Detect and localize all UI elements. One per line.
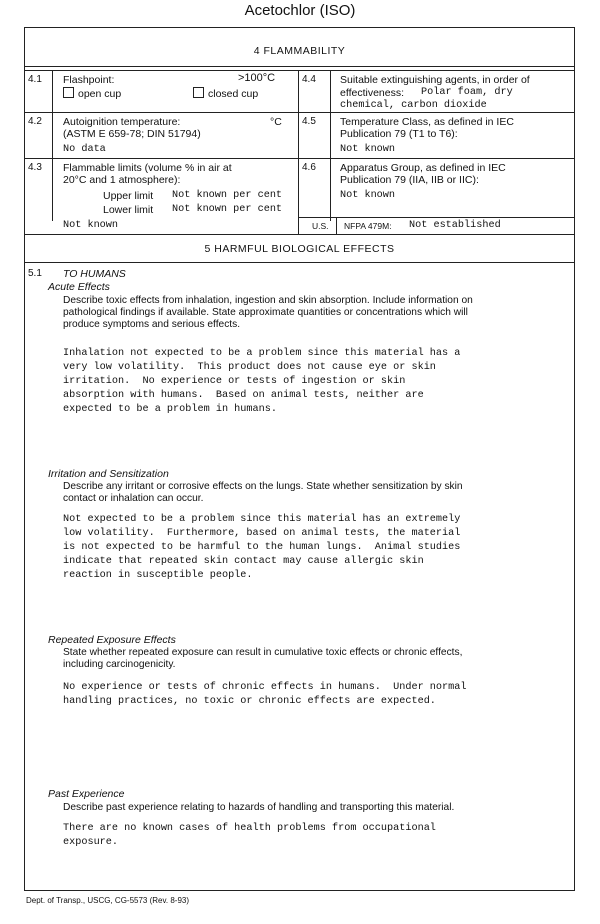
number-column-divider [52, 70, 53, 221]
to-humans-heading: TO HUMANS [63, 268, 126, 280]
flammable-limits-label: 20°C and 1 atmosphere): [63, 174, 181, 186]
past-experience-text [63, 822, 436, 850]
repeated-exposure-instructions [63, 647, 563, 671]
past-experience-instructions [63, 802, 563, 814]
column-divider [298, 70, 299, 234]
apparatus-group-label: Publication 79 (IIA, IIB or IIC): [340, 174, 479, 186]
text-line: indicate that repeated skin contact may cause allergic skin [63, 556, 424, 567]
flammable-limits-label: Flammable limits (volume % in air at [63, 162, 232, 174]
irritation-heading: Irritation and Sensitization [48, 468, 169, 480]
closed-cup-checkbox [193, 87, 204, 98]
closed-cup-label: closed cup [208, 88, 259, 100]
closed-cup-option [193, 87, 258, 100]
instruction-line: including carcinogenicity. [63, 659, 176, 670]
past-experience-heading: Past Experience [48, 788, 125, 800]
temperature-class-value: Not known [340, 144, 396, 155]
temperature-class-label: Temperature Class, as defined in IEC [340, 116, 514, 128]
text-line: reaction in susceptible people. [63, 570, 253, 581]
item-number: 4.1 [28, 74, 42, 85]
instruction-line: produce symptoms and serious effects. [63, 319, 241, 330]
text-line: Inhalation not expected to be a problem since this material has a [63, 348, 461, 359]
text-line: low volatility. Furthermore, based on animal tests, the material [63, 528, 461, 539]
lower-limit-label: Lower limit [103, 204, 154, 216]
autoignition-unit: °C [270, 116, 282, 128]
extinguishing-label: effectiveness: [340, 87, 405, 99]
instruction-line: Describe past experience relating to hazards of handling and transporting this material. [63, 802, 455, 813]
item-number: 4.6 [302, 162, 316, 173]
autoignition-label: Autoignition temperature: [63, 116, 181, 128]
divider [24, 66, 575, 67]
text-line: expected to be a problem in humans. [63, 404, 277, 415]
acute-effects-text [63, 347, 460, 417]
text-line: exposure. [63, 837, 119, 848]
form-frame [24, 27, 575, 891]
divider [24, 112, 298, 113]
flashpoint-label: Flashpoint: [63, 74, 115, 86]
text-line: No experience or tests of chronic effects in humans. Under normal [63, 682, 467, 693]
open-cup-checkbox [63, 87, 74, 98]
divider [24, 158, 298, 159]
flashpoint-value: >100°C [238, 72, 276, 84]
text-line: Not expected to be a problem since this material has an extremely [63, 514, 461, 525]
extinguishing-label: Suitable extinguishing agents, in order of [340, 74, 530, 86]
divider [298, 158, 575, 159]
text-line: is not expected to be harmful to the human lungs. Animal studies [63, 542, 461, 553]
irritation-text [63, 513, 460, 583]
extinguishing-value: chemical, carbon dioxide [340, 100, 487, 111]
repeated-exposure-text [63, 681, 467, 709]
apparatus-group-value: Not known [340, 190, 396, 201]
apparatus-group-label: Apparatus Group, as defined in IEC [340, 162, 506, 174]
instruction-line: Describe toxic effects from inhalation, ingestion and skin absorption. Include information on [63, 295, 473, 306]
number-column-divider [330, 70, 331, 221]
extinguishing-value: Polar foam, dry [421, 87, 513, 98]
section-5-heading: 5 HARMFUL BIOLOGICAL EFFECTS [204, 243, 395, 255]
open-cup-label: open cup [78, 88, 122, 100]
instruction-line: State whether repeated exposure can result in cumulative toxic effects or chronic effects, [63, 647, 463, 658]
text-line: absorption with humans. Based on animal tests, neither are [63, 390, 424, 401]
nfpa-value: Not established [409, 220, 501, 231]
flammable-limits-note: Not known [63, 220, 119, 231]
divider [24, 262, 575, 263]
repeated-exposure-heading: Repeated Exposure Effects [48, 634, 176, 646]
form-footer: Dept. of Transp., USCG, CG-5573 (Rev. 8-93) [26, 896, 190, 905]
instruction-line: Describe any irritant or corrosive effects on the lungs. State whether sensitization by skin [63, 481, 463, 492]
text-line: very low volatility. This product does not cause eye or skin [63, 362, 436, 373]
upper-limit-value: Not known per cent [172, 190, 283, 201]
upper-limit-label: Upper limit [103, 190, 154, 202]
lower-limit-value: Not known per cent [172, 204, 283, 215]
section-4-heading: 4 FLAMMABILITY [253, 45, 346, 57]
nfpa-label: NFPA 479M: [344, 221, 392, 231]
acute-effects-heading: Acute Effects [48, 281, 110, 293]
text-line: handling practices, no toxic or chronic effects are expected. [63, 696, 436, 707]
item-number: 4.4 [302, 74, 316, 85]
divider [24, 234, 575, 235]
divider [24, 70, 575, 71]
acute-effects-instructions [63, 295, 563, 331]
item-number: 5.1 [28, 268, 42, 279]
irritation-instructions [63, 481, 563, 505]
item-number: 4.3 [28, 162, 42, 173]
instruction-line: pathological findings if available. State approximate quantities or concentrations which will [63, 307, 468, 318]
autoignition-value: No data [63, 144, 106, 155]
us-divider [336, 217, 337, 234]
item-number: 4.2 [28, 116, 42, 127]
open-cup-option [63, 87, 121, 100]
us-label: U.S. [312, 221, 329, 231]
text-line: There are no known cases of health problems from occupational [63, 823, 436, 834]
divider [298, 217, 575, 218]
autoignition-standard: (ASTM E 659-78; DIN 51794) [63, 128, 201, 140]
text-line: irritation. No experience or tests of ingestion or skin [63, 376, 406, 387]
item-number: 4.5 [302, 116, 316, 127]
document-title: Acetochlor (ISO) [244, 2, 356, 19]
temperature-class-label: Publication 79 (T1 to T6): [340, 128, 458, 140]
instruction-line: contact or inhalation can occur. [63, 493, 204, 504]
